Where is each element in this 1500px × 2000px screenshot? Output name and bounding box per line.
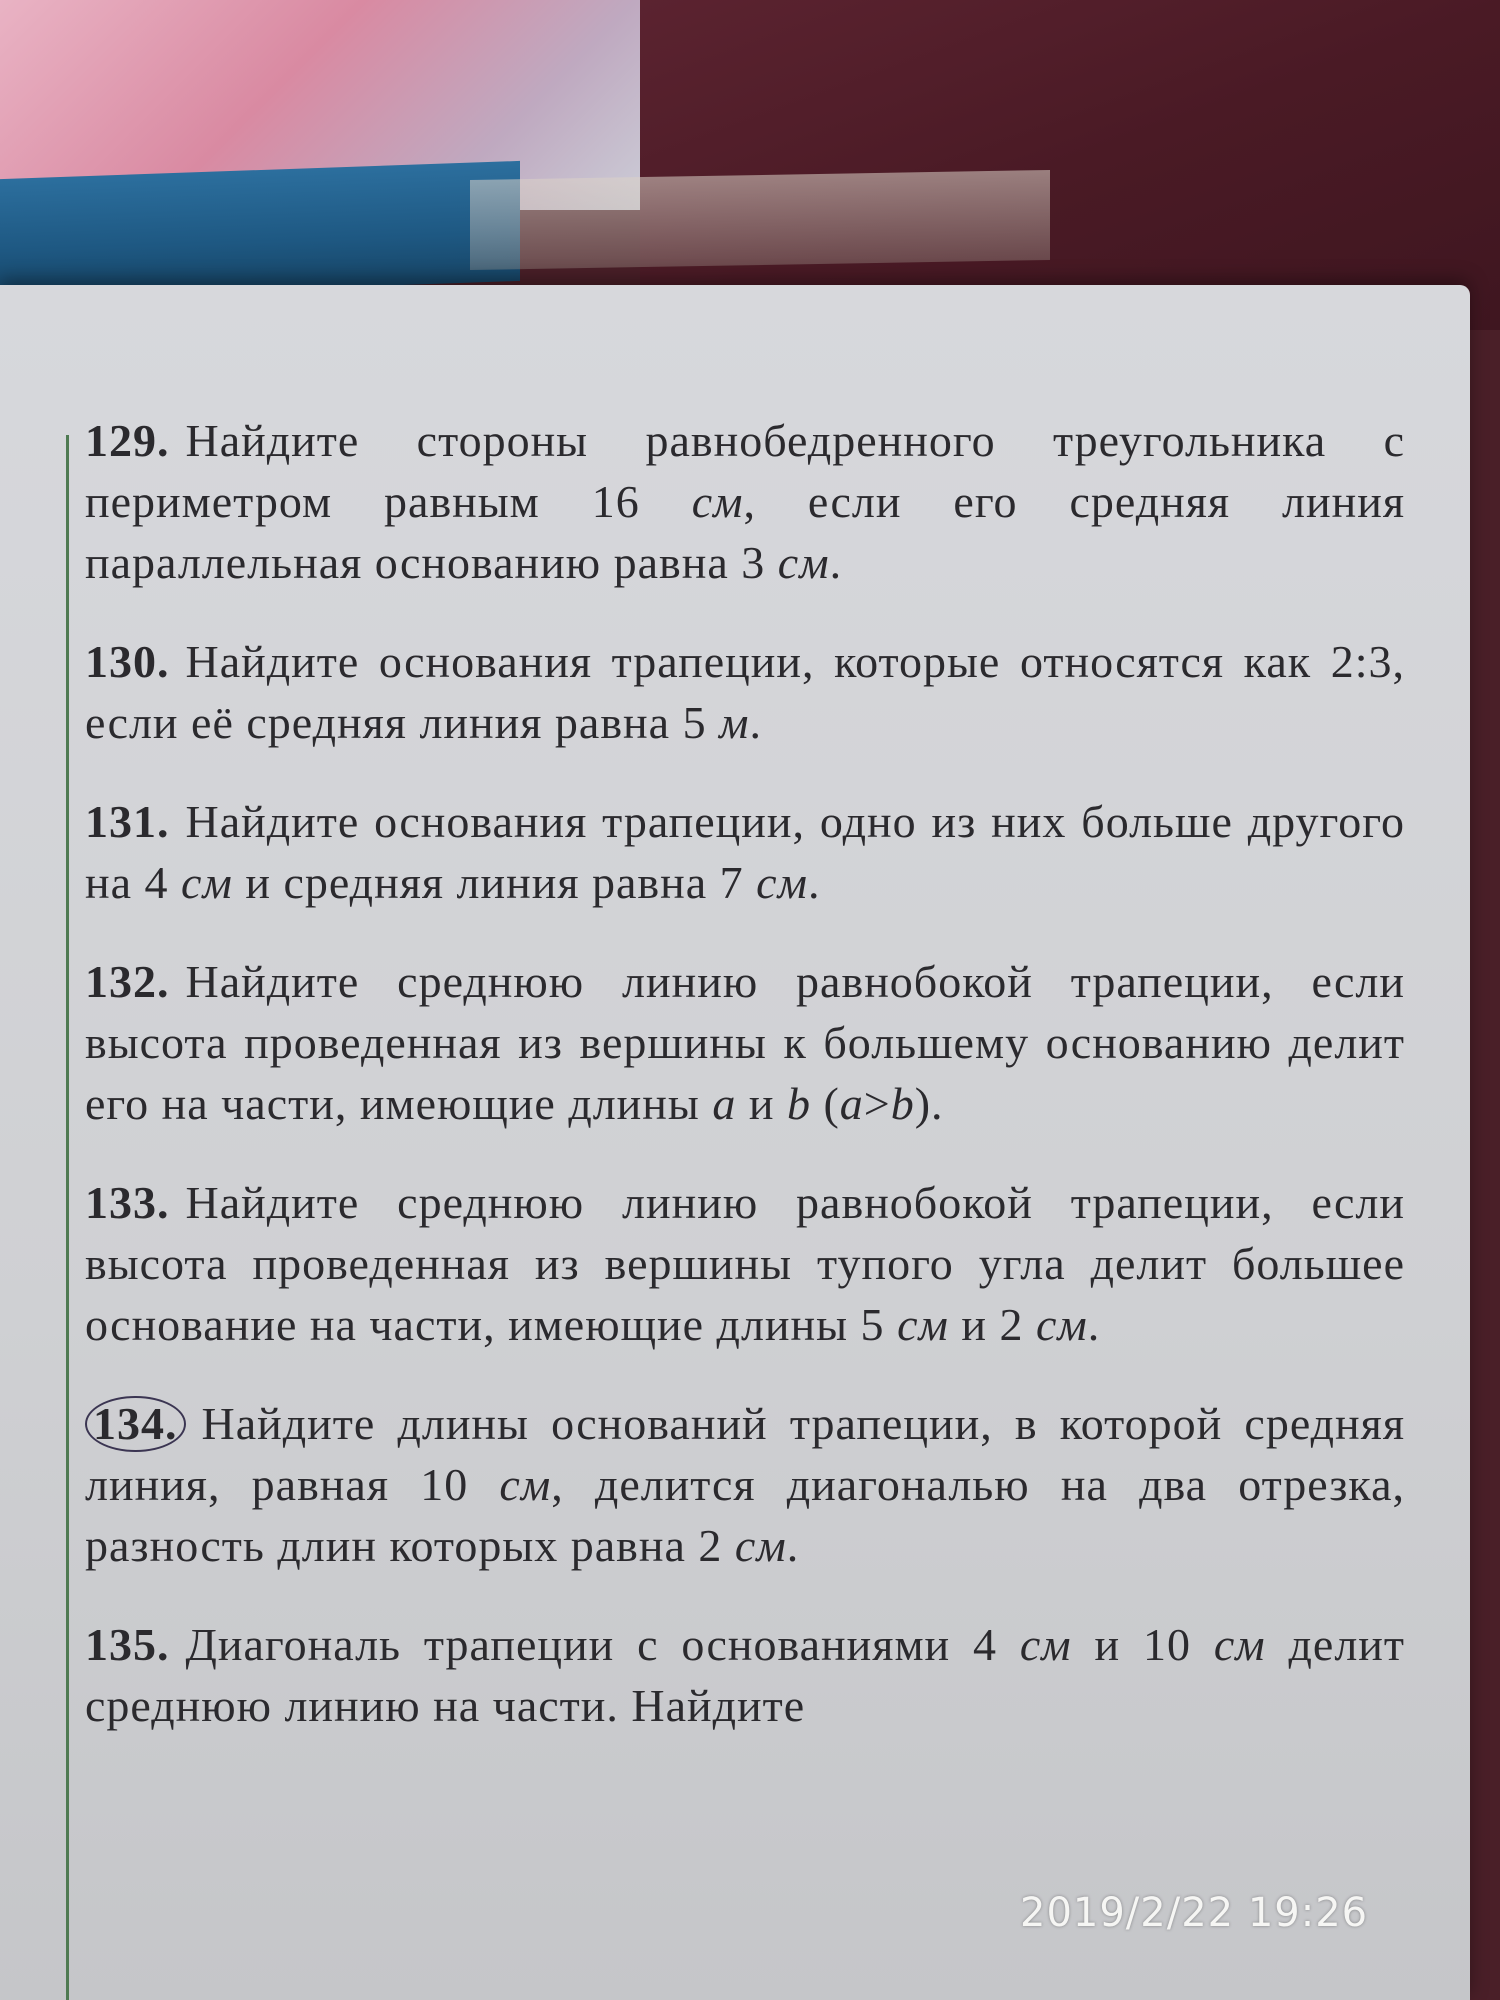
problem-text: .	[829, 537, 843, 588]
problem-text: Найдите среднюю линию равнобокой трапеции, если высота проведенная из вершины к большему основанию делит его на части, имеющие длины	[85, 956, 1405, 1129]
problem-number: 132.	[85, 956, 170, 1007]
problem-text: и 2	[948, 1299, 1036, 1350]
problem-list	[85, 410, 1405, 1774]
unit-text: см	[181, 857, 233, 908]
textbook-page	[0, 285, 1470, 2000]
problem-text: Найдите стороны равнобедренного треугольника с периметром равным 16	[85, 415, 1405, 527]
photo-timestamp: 2019/2/22 19:26	[1020, 1890, 1369, 1936]
problem-text: Диагональ трапеции с основаниями 4	[185, 1619, 1020, 1670]
problem-135	[85, 1614, 1405, 1736]
unit-text: см	[499, 1459, 552, 1510]
problem-130	[85, 631, 1405, 753]
problem-132	[85, 951, 1405, 1134]
unit-text: b	[890, 1078, 915, 1129]
unit-text: см	[756, 857, 808, 908]
problem-number: 131.	[85, 796, 170, 847]
problem-number: 133.	[85, 1177, 170, 1228]
problem-number: 129.	[85, 415, 170, 466]
problem-text: и 10	[1071, 1619, 1214, 1670]
unit-text: a	[712, 1078, 737, 1129]
problem-text: Найдите среднюю линию равнобокой трапеции, если высота проведенная из вершины тупого угла делит большее основание на части, имеющие длины 5	[85, 1177, 1405, 1350]
unit-text: см	[691, 476, 744, 527]
unit-text: см	[777, 537, 830, 588]
unit-text: см	[734, 1520, 787, 1571]
notebook-cover	[0, 161, 520, 299]
unit-text: см	[897, 1299, 949, 1350]
problem-number: 134.	[85, 1396, 186, 1452]
problem-text: (	[810, 1078, 840, 1129]
problem-text: .	[807, 857, 821, 908]
problem-text: и	[736, 1078, 787, 1129]
margin-line	[66, 435, 69, 2000]
problem-text: Найдите длины оснований трапеции, в которой средняя линия, равная 10	[85, 1398, 1405, 1510]
problem-text: Найдите основания трапеции, одно из них больше другого на 4	[85, 796, 1405, 908]
problem-text: Найдите основания трапеции, которые относятся как 2:3, если её средняя линия равна 5	[85, 636, 1405, 748]
unit-text: a	[839, 1078, 864, 1129]
problem-131	[85, 791, 1405, 913]
problem-text: .	[1087, 1299, 1101, 1350]
unit-text: м	[719, 697, 750, 748]
problem-text: .	[786, 1520, 800, 1571]
problem-text: и средняя линия равна 7	[232, 857, 757, 908]
problem-text: делит среднюю линию на части. Найдите	[85, 1619, 1405, 1731]
problem-text: , если его средняя линия параллельная основанию равна 3	[85, 476, 1405, 588]
problem-number: 135.	[85, 1619, 170, 1670]
unit-text: см	[1213, 1619, 1266, 1670]
problem-text: >	[863, 1078, 891, 1129]
problem-text: .	[749, 697, 762, 748]
problem-133	[85, 1172, 1405, 1355]
problem-129	[85, 410, 1405, 593]
problem-text: ).	[914, 1078, 944, 1129]
unit-text: см	[1019, 1619, 1072, 1670]
problem-number: 130.	[85, 636, 170, 687]
plastic-wrap	[470, 170, 1050, 270]
problem-text: , делится диагональю на два отрезка, разность длин которых равна 2	[85, 1459, 1406, 1571]
problem-134	[85, 1393, 1405, 1576]
unit-text: b	[786, 1078, 811, 1129]
background-fabric	[640, 0, 1500, 330]
unit-text: см	[1035, 1299, 1088, 1350]
